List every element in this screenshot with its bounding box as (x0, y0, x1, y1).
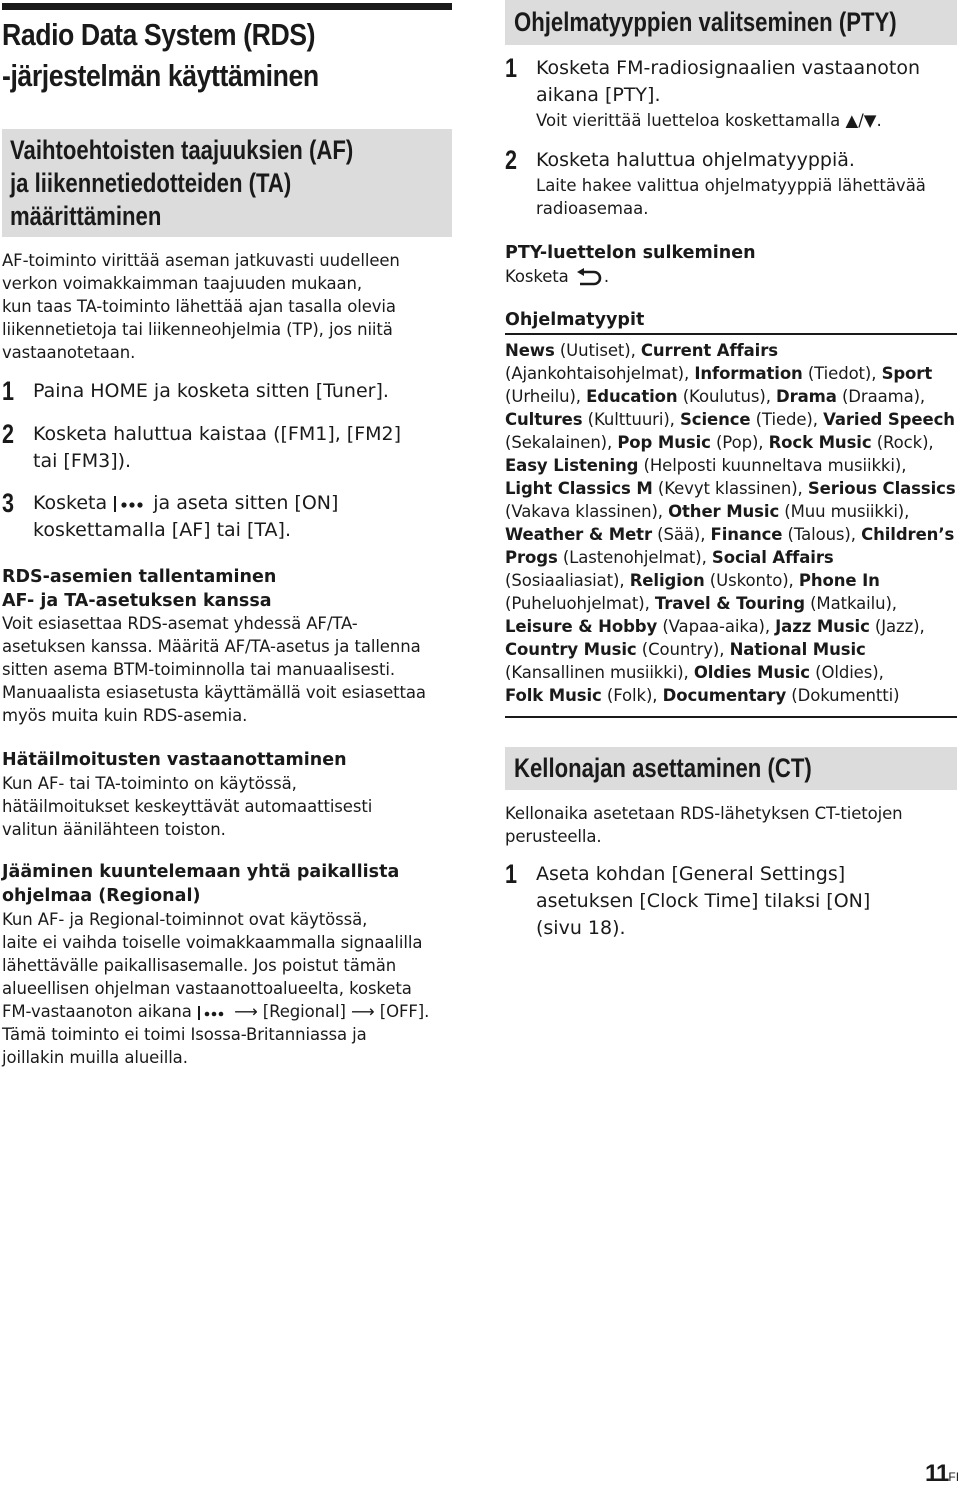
program-type-desc: (Draama), (836, 387, 926, 406)
program-type-desc: (Urheilu), (505, 387, 587, 406)
program-type-name: Science (679, 410, 751, 429)
program-types-bottom-rule (505, 716, 957, 718)
program-type-desc: (Kansallinen musiikki), (505, 663, 694, 682)
program-type-line (505, 546, 960, 569)
program-type-desc: (Helposti kuunneltava musiikki), (638, 456, 907, 475)
program-type-desc: (Muu musiikki), (779, 502, 910, 521)
program-type-line (505, 385, 960, 408)
program-type-name: Social Affairs (711, 548, 834, 567)
program-type-name: Information (694, 364, 803, 383)
program-type-name: Oldies Music (693, 663, 810, 682)
program-type-name: Jazz Music (775, 617, 870, 636)
program-type-line (505, 661, 960, 684)
program-type-desc: (Tiedot), (802, 364, 882, 383)
program-type-name: Serious Classics (807, 479, 956, 498)
program-type-line (505, 500, 960, 523)
back-icon[interactable] (574, 268, 604, 288)
clock-heading: Kellonajan asettaminen (CT) (514, 753, 812, 783)
program-type-line (505, 615, 960, 638)
emergency-text: Kun AF- tai TA-toiminto on käytössä, hätäilmoitukset keskeyttävät automaattisesti valitun äänilähteen toiston. (2, 774, 373, 839)
program-type-desc: (Matkailu), (804, 594, 897, 613)
program-type-desc: (Uutiset), (554, 341, 641, 360)
program-type-desc: (Ajankohtaisohjelmat), (505, 364, 695, 383)
page-title: Radio Data System (RDS) -järjestelmän käyttäminen (2, 17, 319, 93)
program-type-desc: (Kulttuuri), (582, 410, 680, 429)
program-type-line (505, 523, 960, 546)
program-type-name: Leisure & Hobby (505, 617, 658, 636)
program-type-name: News (505, 341, 555, 360)
program-type-name: Children’s (861, 525, 955, 544)
program-type-name: Other Music (668, 502, 780, 521)
program-type-name: Cultures (505, 410, 583, 429)
program-type-desc: (Sosiaaliasiat), (505, 571, 630, 590)
program-type-name: Phone In (798, 571, 880, 590)
program-type-name: Light Classics M (505, 479, 653, 498)
program-type-desc: (Country), (636, 640, 730, 659)
rds-save-text: Voit esiasettaa RDS-asemat yhdessä AF/TA- asetuksen kanssa. Määritä AF/TA-asetus ja tallenna sitten asema BTM-toiminnolla tai manuaalisesti. Manuaalista esiasetusta käyttämällä voit esiasettaa myös muita kuin RDS-asemia. (2, 614, 426, 725)
program-type-name: Folk Music (505, 686, 602, 705)
program-type-desc: (Talous), (782, 525, 862, 544)
program-types-list (505, 339, 960, 707)
program-type-name: Weather & Metr (505, 525, 653, 544)
program-type-name: Religion (629, 571, 705, 590)
program-type-desc: (Tiede), (750, 410, 824, 429)
pty-close-text: Kosketa . (505, 267, 610, 286)
program-type-name: Travel & Touring (654, 594, 805, 613)
pty-close-heading: PTY-luettelon sulkeminen (505, 243, 756, 263)
program-type-line (505, 592, 960, 615)
regional-text: Kun AF- ja Regional-toiminnot ovat käytössä, laite ei vaihda toiselle voimakkaammalla signaalilla lähettävälle paikallisasemalle. Jos poistut tämän alueellisen ohjelman vastaanottoalueelta, kosketa FM-vastaanoton aikana ⟶ [Regional] ⟶ [OFF]. Tämä toiminto ei toimi Isossa-Britanniassa ja joillakin muilla alueilla. (2, 910, 430, 1067)
program-type-desc: (Lastenohjelmat), (557, 548, 712, 567)
program-type-line (505, 339, 960, 362)
af-ta-intro: AF-toiminto virittää aseman jatkuvasti uudelleen verkon voimakkaimman taajuuden mukaan, kun taas TA-toiminto lähettää ajan tasalla olevia liikennetietoja tai liikenneohjelmia (TP), jos niitä vastaanotetaan. (2, 251, 400, 362)
program-type-name: Documentary (662, 686, 787, 705)
program-type-name: Pop Music (617, 433, 711, 452)
emergency-heading: Hätäilmoitusten vastaanottaminen (2, 750, 347, 770)
program-type-name: Varied Speech (823, 410, 955, 429)
program-type-name: Rock Music (768, 433, 872, 452)
program-type-desc: (Kevyt klassinen), (652, 479, 808, 498)
program-type-line (505, 638, 960, 661)
program-type-line (505, 431, 960, 454)
program-type-line (505, 477, 960, 500)
program-type-desc: (Vakava klassinen), (505, 502, 669, 521)
program-type-line (505, 569, 960, 592)
program-type-line (505, 454, 960, 477)
program-type-line (505, 362, 960, 385)
program-type-desc: (Koulutus), (677, 387, 776, 406)
program-type-name: Current Affairs (640, 341, 778, 360)
program-types-top-rule (505, 333, 957, 335)
arrow-right-icon: ⟶ (234, 1002, 258, 1021)
program-type-line (505, 684, 960, 707)
program-type-line (505, 408, 960, 431)
program-type-desc: (Vapaa-aika), (657, 617, 776, 636)
clock-intro: Kellonaika asetetaan RDS-lähetyksen CT-tietojen perusteella. (505, 804, 903, 846)
program-type-desc: (Jazz), (869, 617, 925, 636)
top-rule (2, 3, 452, 10)
more-options-icon[interactable] (113, 495, 147, 513)
program-type-name: Education (586, 387, 678, 406)
rds-save-heading: RDS-asemien tallentaminen AF- ja TA-asetuksen kanssa (2, 567, 277, 611)
af-ta-heading: Vaihtoehtoisten taajuuksien (AF) ja liikennetiedotteiden (TA) määrittäminen (10, 135, 354, 231)
program-type-desc: (Sää), (652, 525, 711, 544)
program-type-desc: (Rock), (871, 433, 934, 452)
program-type-name: Sport (881, 364, 933, 383)
program-type-desc: (Uskonto), (704, 571, 799, 590)
program-type-name: Country Music (505, 640, 637, 659)
regional-heading: Jääminen kuuntelemaan yhtä paikallista ohjelmaa (Regional) (2, 862, 400, 906)
program-type-desc: (Sekalainen), (505, 433, 618, 452)
program-type-name: National Music (729, 640, 866, 659)
program-type-name: Easy Listening (505, 456, 639, 475)
program-type-desc: (Oldies), (809, 663, 884, 682)
program-type-desc: (Folk), (601, 686, 663, 705)
program-type-name: Drama (776, 387, 837, 406)
program-types-heading: Ohjelmatyypit (505, 310, 645, 330)
program-type-name: Progs (505, 548, 558, 567)
page-number: 11FI (925, 1460, 960, 1487)
program-type-name: Finance (710, 525, 783, 544)
program-type-desc: (Dokumentti) (786, 686, 900, 705)
arrow-right-icon: ⟶ (351, 1002, 375, 1021)
program-type-desc: (Pop), (710, 433, 769, 452)
pty-heading: Ohjelmatyyppien valitseminen (PTY) (514, 7, 897, 37)
more-options-icon[interactable] (197, 1005, 229, 1021)
program-type-desc: (Puheluohjelmat), (505, 594, 655, 613)
